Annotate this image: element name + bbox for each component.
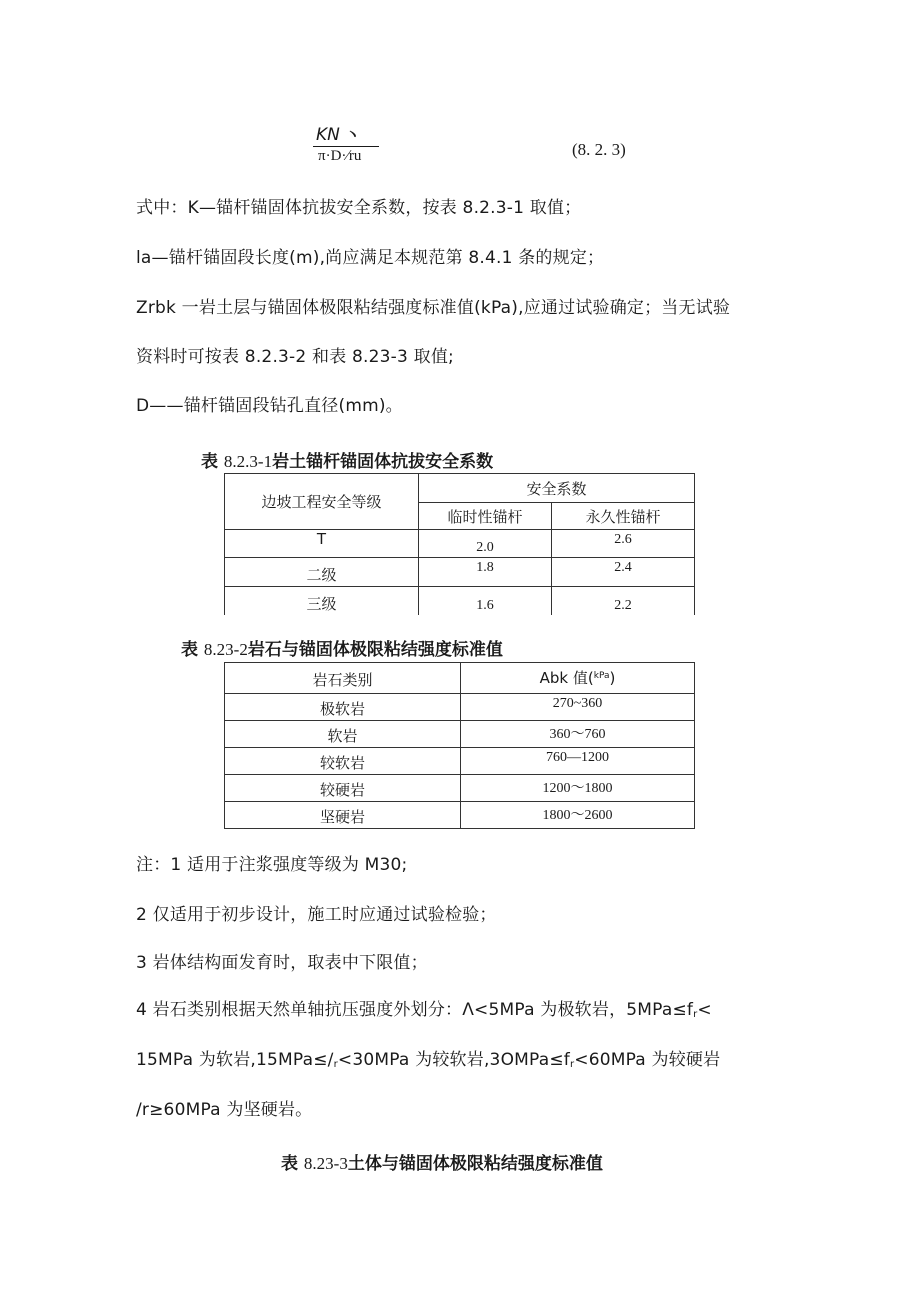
- rock-type-cell: 软岩: [225, 721, 461, 748]
- definition-k: 式中：K—锚杆锚固体抗拔安全系数，按表 8.2.3-1 取值；: [136, 198, 582, 218]
- equation-number: (8. 2. 3): [572, 140, 626, 159]
- caption-title: 岩石与锚固体极限粘结强度标准值: [247, 640, 503, 660]
- note-3: 3 岩体结构面发育时，取表中下限值；: [136, 953, 428, 973]
- note-4-sub: r: [693, 1009, 698, 1020]
- caption-prefix: 表: [201, 452, 218, 472]
- numerator-text: KN: [316, 125, 346, 145]
- table2-caption: [181, 635, 503, 660]
- table3-caption: [281, 1149, 603, 1174]
- perm-value-cell: 2.2: [552, 587, 695, 615]
- table-row: [225, 775, 695, 802]
- temp-value-cell: 2.0: [419, 530, 552, 558]
- caption-number: 8.2.3-1: [223, 452, 273, 471]
- bond-value-cell: 270~360: [461, 694, 695, 721]
- note-1: 注：1 适用于注浆强度等级为 M30;: [136, 855, 408, 875]
- bond-value-cell: 1200～1800: [461, 775, 695, 802]
- rock-type-cell: 较硬岩: [225, 775, 461, 802]
- definition-la: la—锚杆锚固段长度(m),尚应满足本规范第 8.4.1 条的规定；: [136, 248, 605, 268]
- numerator-mark: 丶: [345, 126, 361, 144]
- temp-value-cell: 1.8: [419, 558, 552, 587]
- header-temporary-anchor: 临时性锚杆: [419, 503, 552, 530]
- table-row: [225, 694, 695, 721]
- table1-caption: [201, 447, 493, 472]
- perm-value-cell: 2.4: [552, 558, 695, 587]
- rock-type-cell: 较软岩: [225, 748, 461, 775]
- header-value-unit: kPa: [593, 671, 610, 681]
- table-row: [225, 721, 695, 748]
- bond-value-cell: 1800～2600: [461, 802, 695, 829]
- table-row: [225, 530, 695, 558]
- caption-title: 岩土锚杆锚固体抗拔安全系数: [272, 452, 494, 472]
- formula-denominator: π·D·∕ru: [318, 148, 362, 164]
- note-5-sub-2: r: [569, 1059, 575, 1070]
- header-safety-factor: 安全系数: [419, 474, 695, 503]
- formula-numerator: [316, 124, 360, 145]
- caption-prefix: 表: [181, 640, 198, 660]
- note-5-text-b: <30MPa 为较软岩,3OMPa≤f: [337, 1050, 570, 1070]
- definition-zrbk: Zrbk 一岩土层与锚固体极限粘结强度标准值(kPa),应通过试验确定；当无试验: [136, 298, 731, 318]
- table-row: [225, 802, 695, 829]
- note-4: [136, 995, 712, 1020]
- safety-factor-table: [224, 473, 695, 615]
- grade-cell: 二级: [225, 558, 419, 587]
- definition-d: D——锚杆锚固段钻孔直径(mm)。: [136, 396, 403, 416]
- note-2: 2 仅适用于初步设计，施工时应通过试验检验；: [136, 905, 497, 925]
- table-row: [225, 587, 695, 615]
- rock-bond-strength-table: [224, 662, 695, 829]
- header-bond-value: [461, 663, 695, 694]
- table-row: [225, 558, 695, 587]
- header-rock-type: 岩石类别: [225, 663, 461, 694]
- caption-number: 8.23-2: [203, 640, 248, 659]
- note-4-cont: [136, 1045, 720, 1070]
- header-value-text: Abk 值(: [539, 669, 594, 687]
- rock-type-cell: 极软岩: [225, 694, 461, 721]
- fraction-bar: [313, 146, 379, 147]
- bond-value-cell: 760—1200: [461, 748, 695, 775]
- note-5-sub-1: r: [333, 1059, 338, 1070]
- temp-value-cell: 1.6: [419, 587, 552, 615]
- caption-prefix: 表: [281, 1154, 298, 1174]
- note-4-text: 4 岩石类别根据天然单轴抗压强度外划分：Λ<5MPa 为极软岩，5MPa≤f: [136, 1000, 694, 1020]
- rock-type-cell: 坚硬岩: [225, 802, 461, 829]
- note-5-text-c: <60MPa 为较硬岩: [574, 1050, 721, 1070]
- table-row: [225, 748, 695, 775]
- header-permanent-anchor: 永久性锚杆: [552, 503, 695, 530]
- note-4-tail: <: [697, 1000, 712, 1020]
- definition-zrbk-cont: 资料时可按表 8.2.3-2 和表 8.23-3 取值;: [136, 347, 454, 367]
- grade-cell: T: [225, 530, 419, 558]
- header-value-close: ): [609, 669, 616, 687]
- bond-value-cell: 360～760: [461, 721, 695, 748]
- caption-number: 8.23-3: [303, 1154, 348, 1173]
- perm-value-cell: 2.6: [552, 530, 695, 558]
- note-4-end: /r≥60MPa 为坚硬岩。: [136, 1100, 313, 1120]
- note-5-text-a: 15MPa 为软岩,15MPa≤∕: [136, 1050, 334, 1070]
- header-grade: 边坡工程安全等级: [225, 474, 419, 530]
- caption-title: 土体与锚固体极限粘结强度标准值: [347, 1154, 603, 1174]
- grade-cell: 三级: [225, 587, 419, 615]
